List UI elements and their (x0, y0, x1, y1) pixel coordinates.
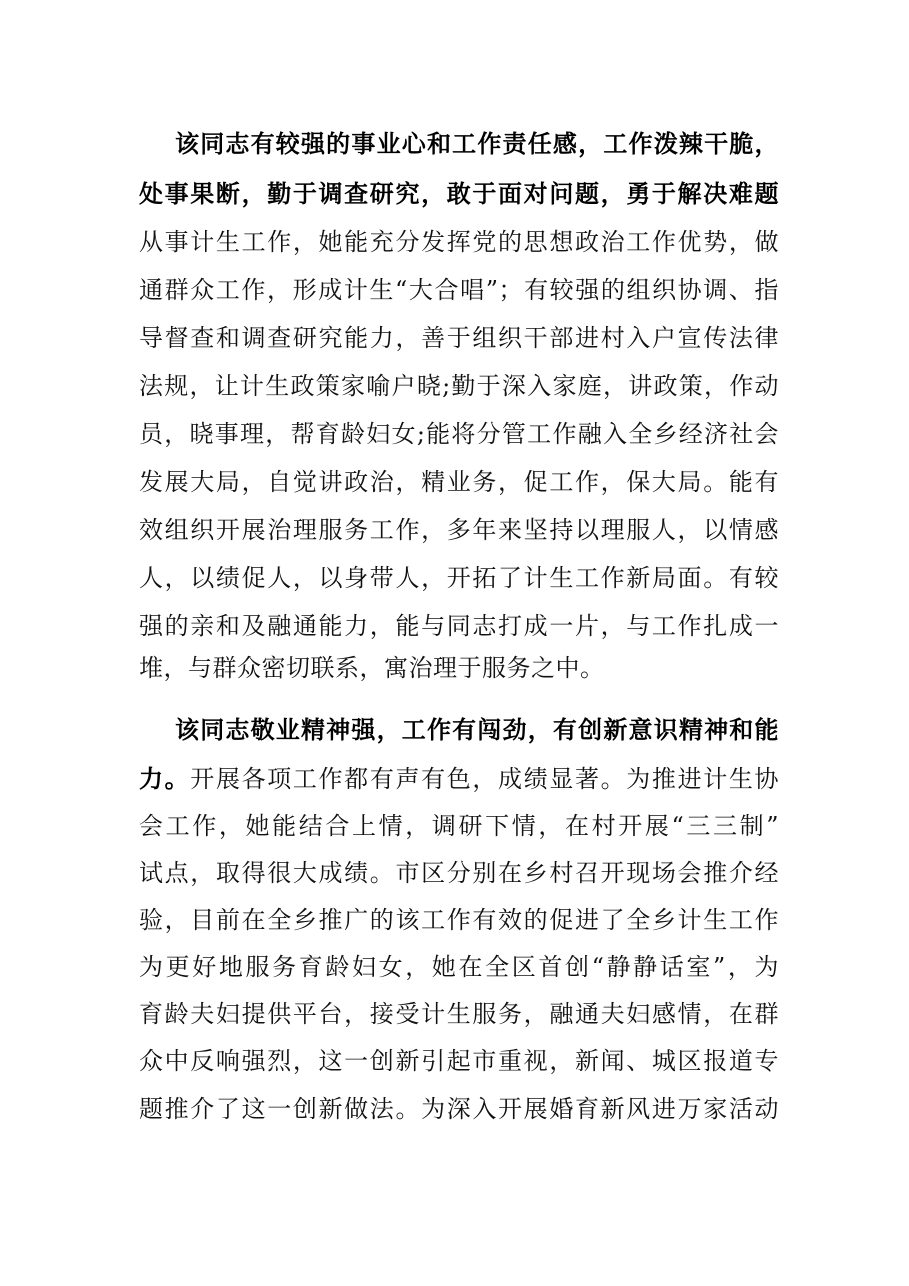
paragraph-2-line-3 (139, 808, 779, 844)
paragraph-2-line-5 (139, 902, 779, 938)
body-text: 强的亲和及融通能力，能与同志打成一片，与工作扎成一 (139, 612, 779, 640)
body-text: 众中反响强烈，这一创新引起市重视，新闻、城区报道专 (139, 1047, 779, 1075)
body-text: 堆，与群众密切联系，寓治理于服务之中。 (139, 654, 605, 682)
paragraph-1-line-6 (139, 368, 779, 404)
body-text: 法规，让计生政策家喻户晓;勤于深入家庭，讲政策，作动 (139, 372, 779, 400)
body-text: 开展各项工作都有声有色，成绩显著。为推进计生协 (190, 765, 780, 793)
body-text: 会工作，她能结合上情，调研下情，在村开展“三三制” (139, 812, 779, 840)
paragraph-2-line-8 (139, 1043, 779, 1079)
body-text: 为更好地服务育龄妇女，她在全区首创“静静话室”，为 (139, 953, 779, 981)
paragraph-1-line-7 (139, 416, 779, 452)
body-text: 发展大局，自觉讲政治，精业务，促工作，保大局。能有 (139, 468, 779, 496)
paragraph-1-line-12 (139, 650, 779, 686)
body-text: 通群众工作，形成计生“大合唱”；有较强的组织协调、指 (139, 276, 779, 304)
paragraph-2-line-9 (139, 1091, 779, 1127)
paragraph-1-line-9 (139, 512, 779, 548)
paragraph-1-line-5 (139, 320, 779, 356)
paragraph-1-line-4 (139, 272, 779, 308)
bold-text: 该同志有较强的事业心和工作责任感，工作泼辣干脆， (175, 129, 779, 158)
body-text: 从事计生工作，她能充分发挥党的思想政治工作优势，做 (139, 228, 779, 256)
bold-text: 处事果断，勤于调查研究，敢于面对问题，勇于解决难题 (139, 179, 779, 208)
paragraph-2-line-1 (175, 712, 779, 748)
bold-text: 该同志敬业精神强，工作有闯劲，有创新意识精神和能 (175, 715, 779, 744)
body-text: 题推介了这一创新做法。为深入开展婚育新风进万家活动 (139, 1095, 779, 1123)
body-text: 试点，取得很大成绩。市区分别在乡村召开现场会推介经 (139, 859, 779, 887)
paragraph-1-line-2 (139, 176, 779, 212)
paragraph-1-line-3 (139, 224, 779, 260)
body-text: 员，晓事理，帮育龄妇女;能将分管工作融入全乡经济社会 (139, 420, 779, 448)
body-text: 人，以绩促人，以身带人，开拓了计生工作新局面。有较 (139, 564, 779, 592)
paragraph-1-line-1 (175, 126, 779, 162)
paragraph-1-line-11 (139, 608, 779, 644)
body-text: 导督查和调查研究能力，善于组织干部进村入户宣传法律 (139, 324, 779, 352)
paragraph-1-line-10 (139, 560, 779, 596)
paragraph-2-line-6 (139, 949, 779, 985)
body-text: 效组织开展治理服务工作，多年来坚持以理服人，以情感 (139, 516, 779, 544)
body-text: 育龄夫妇提供平台，接受计生服务，融通夫妇感情，在群 (139, 1000, 779, 1028)
body-text: 验，目前在全乡推广的该工作有效的促进了全乡计生工作 (139, 906, 779, 934)
paragraph-2-line-7 (139, 996, 779, 1032)
bold-text: 力。 (139, 764, 191, 793)
paragraph-2-line-4 (139, 855, 779, 891)
paragraph-2-line-2 (139, 761, 779, 797)
paragraph-1-line-8 (139, 464, 779, 500)
